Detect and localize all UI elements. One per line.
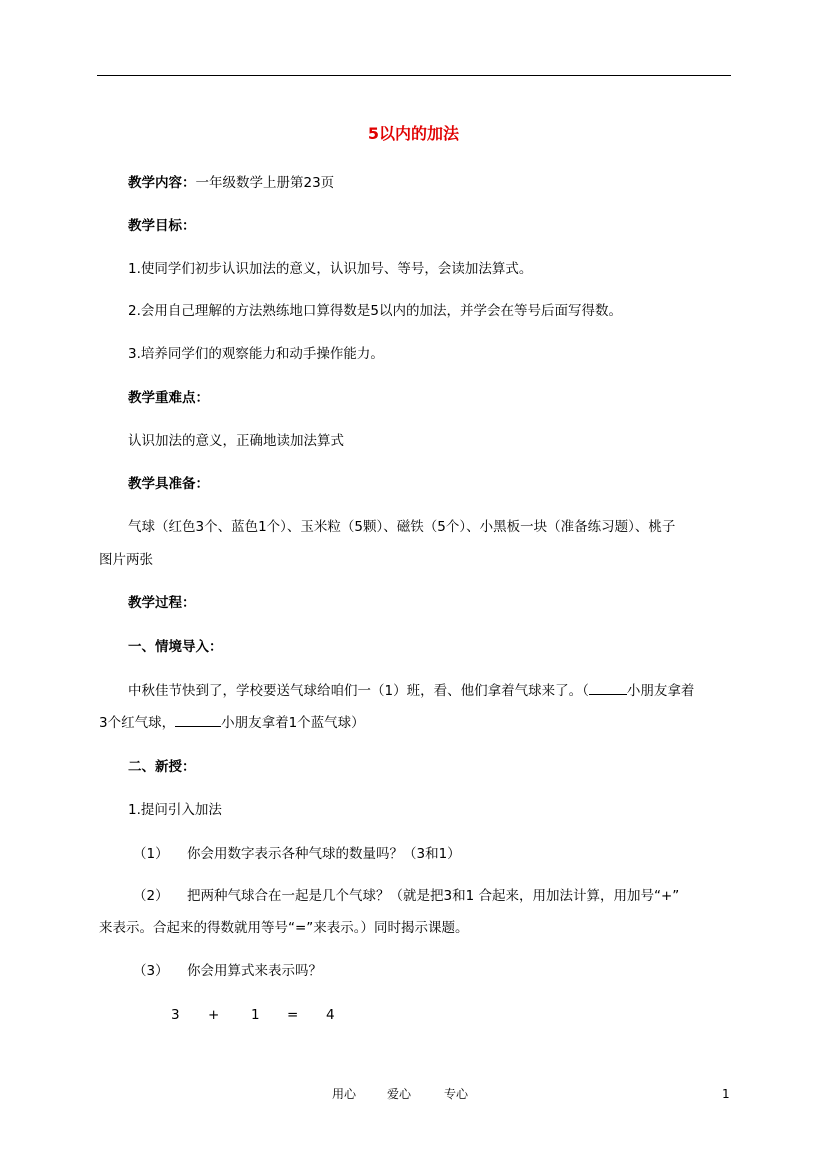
fill-in-blank	[589, 682, 627, 695]
key-points-heading: 教学重难点：	[128, 390, 209, 406]
materials-heading: 教学具准备：	[128, 476, 209, 492]
question-text-continued: 来表示。合起来的得数就用等号“=”来表示。）同时揭示课题。	[99, 920, 469, 936]
question-number: （1）	[133, 846, 169, 862]
goal-item: 3.培养同学们的观察能力和动手操作能力。	[128, 346, 384, 362]
equation-term: 1	[251, 1007, 260, 1023]
section1-text: 中秋佳节快到了，学校要送气球给咱们一（1）班，看、他们拿着气球来了。（	[128, 683, 589, 699]
materials-text-line2: 图片两张	[99, 552, 153, 568]
section1-paragraph-line1	[128, 682, 694, 700]
document-title: 5以内的加法	[367, 124, 460, 143]
footer-word: 爱心	[387, 1087, 412, 1101]
question-text: 把两种气球合在一起是几个气球？（就是把3和1 合起来，用加法计算，用加号“+”	[187, 888, 680, 904]
goal-item: 2.会用自己理解的方法熟练地口算得数是5以内的加法，并学会在等号后面写得数。	[128, 303, 622, 319]
process-heading: 教学过程：	[128, 595, 196, 611]
equation-result: 4	[326, 1007, 335, 1023]
teaching-content	[128, 174, 334, 192]
section1-paragraph-line2	[99, 714, 365, 732]
equation-term: 3	[171, 1007, 180, 1023]
goal-item: 1.使同学们初步认识加法的意义，认识加号、等号，会读加法算式。	[128, 261, 533, 277]
section1-heading: 一、情境导入：	[128, 639, 223, 655]
page-number: 1	[722, 1087, 730, 1101]
section1-text: 小朋友拿着1个蓝气球）	[221, 715, 365, 731]
materials-text-line1: 气球（红色3个、蓝色1个）、玉米粒（5颗）、磁铁（5个）、小黑板一块（准备练习题）、桃子	[128, 519, 676, 535]
header-rule	[97, 75, 731, 76]
question-number: （3）	[133, 963, 169, 979]
equation-operator: +	[208, 1007, 220, 1023]
teaching-content-value: 一年级数学上册第23页	[195, 175, 335, 191]
teaching-content-label: 教学内容：	[128, 175, 196, 191]
footer-word: 用心	[332, 1087, 357, 1101]
question-text: 你会用数字表示各种气球的数量吗？（3和1）	[187, 846, 461, 862]
question-number: （2）	[133, 888, 169, 904]
section1-text: 小朋友拿着	[626, 683, 695, 699]
section2-heading: 二、新授：	[128, 759, 196, 775]
goals-heading: 教学目标：	[128, 218, 196, 234]
equation-operator: =	[287, 1007, 299, 1023]
subsection-heading: 1.提问引入加法	[128, 802, 222, 818]
footer-word: 专心	[444, 1087, 469, 1101]
key-points-text: 认识加法的意义，正确地读加法算式	[128, 433, 344, 449]
question-text: 你会用算式来表示吗？	[187, 963, 322, 979]
section1-text: 3个红气球，	[99, 715, 176, 731]
fill-in-blank	[175, 714, 221, 727]
